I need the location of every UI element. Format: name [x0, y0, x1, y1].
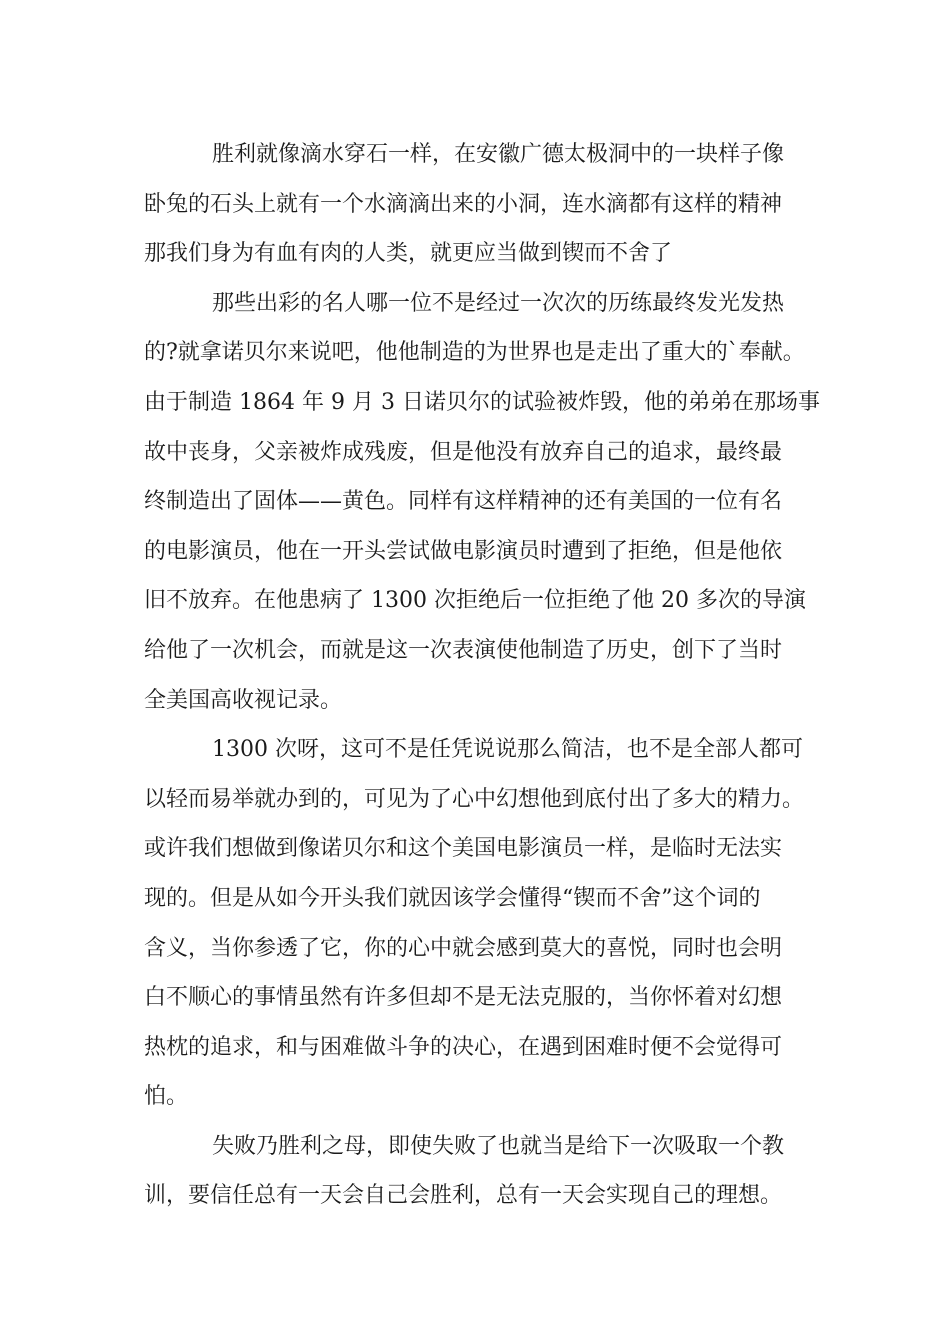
paragraph-line: 以轻而易举就办到的，可见为了心中幻想他到底付出了多大的精力。: [144, 786, 805, 812]
paragraph-line: 那我们身为有血有肉的人类，就更应当做到锲而不舍了: [144, 241, 673, 267]
paragraph-line: 给他了一次机会，而就是这一次表演使他制造了历史，创下了当时: [144, 637, 783, 663]
paragraph-line: 现的。但是从如今开头我们就因该学会懂得“锲而不舍”这个词的: [144, 885, 761, 911]
document-body: [144, 130, 820, 1221]
paragraph-line: 或许我们想做到像诺贝尔和这个美国电影演员一样，是临时无法实: [144, 836, 783, 862]
paragraph-line: 失败乃胜利之母，即使失败了也就当是给下一次吸取一个教: [212, 1133, 785, 1159]
paragraph-line: 终制造出了固体——黄色。同样有这样精神的还有美国的一位有名: [144, 489, 783, 515]
paragraph-line: 全美国高收视记录。: [144, 687, 343, 713]
paragraph-line: 白不顺心的事情虽然有许多但却不是无法克服的，当你怀着对幻想: [144, 985, 783, 1011]
paragraph-3: [144, 725, 809, 1122]
paragraph-line: 胜利就像滴水穿石一样，在安徽广德太极洞中的一块样子像: [212, 142, 785, 167]
paragraph-line: 含义，当你参透了它，你的心中就会感到莫大的喜悦，同时也会明: [144, 935, 783, 961]
paragraph-line: 热枕的追求，和与困难做斗争的决心，在遇到困难时便不会觉得可: [144, 1034, 783, 1060]
paragraph-line: 的电影演员，他在一开头尝试做电影演员时遭到了拒绝，但是他依: [144, 538, 783, 564]
paragraph-2: [144, 279, 820, 725]
paragraph-line: 由于制造 1864 年 9 月 3 日诺贝尔的试验被炸毁，他的弟弟在那场事: [144, 389, 820, 415]
paragraph-line: 故中丧身，父亲被炸成残废，但是他没有放弃自己的追求，最终最: [144, 439, 783, 465]
paragraph-line: 1300 次呀，这可不是任凭说说那么简洁，也不是全部人都可: [212, 737, 803, 763]
paragraph-line: 训，要信任总有一天会自己会胜利，总有一天会实现自己的理想。: [144, 1183, 783, 1209]
paragraph-1: [144, 130, 809, 279]
paragraph-4: [144, 1122, 809, 1221]
paragraph-line: 那些出彩的名人哪一位不是经过一次次的历练最终发光发热: [212, 290, 785, 316]
paragraph-line: 怕。: [144, 1084, 189, 1110]
paragraph-line: 的?就拿诺贝尔来说吧，他他制造的为世界也是走出了重大的`奉献。: [144, 340, 805, 366]
paragraph-line: 旧不放弃。在他患病了 1300 次拒绝后一位拒绝了他 20 多次的导演: [144, 588, 806, 614]
paragraph-line: 卧兔的石头上就有一个水滴滴出来的小洞，连水滴都有这样的精神: [144, 191, 783, 217]
